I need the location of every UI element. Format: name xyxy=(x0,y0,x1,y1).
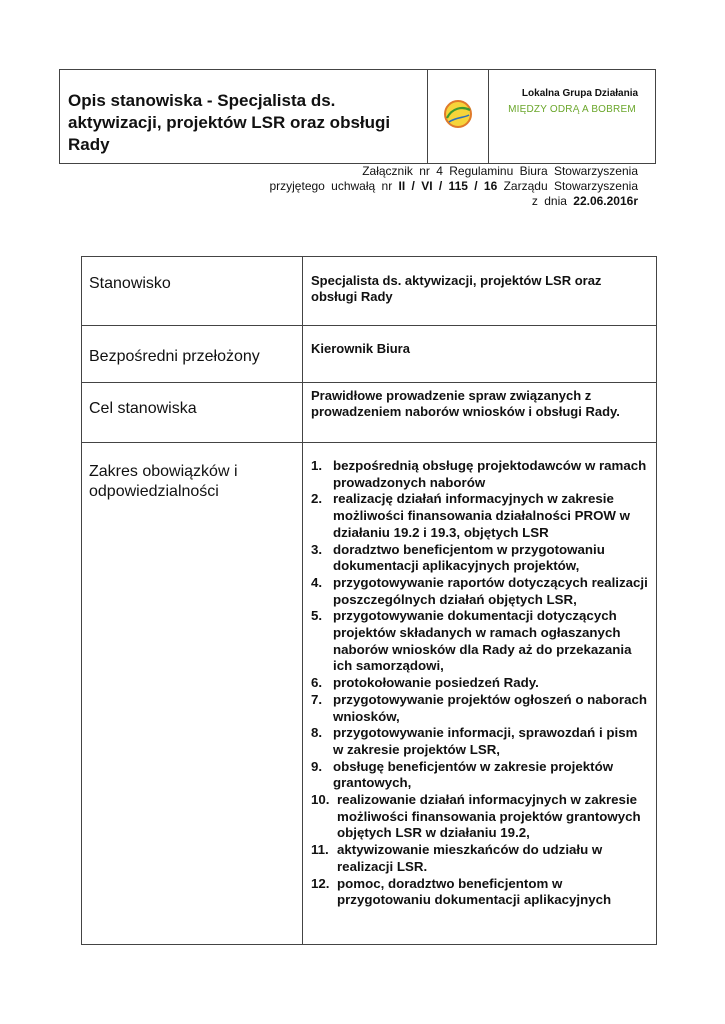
list-item-number: 12. xyxy=(311,875,330,891)
duties-cell xyxy=(303,443,657,945)
list-item-text: bezpośrednią obsługę projektodawców w ramach prowadzonych naborów xyxy=(333,458,647,490)
list-item xyxy=(311,842,648,875)
list-item-text: realizowanie działań informacyjnych w zakresie możliwości finansowania projektów grantowych objętych LSR w działaniu 19.2, xyxy=(337,792,641,841)
list-item xyxy=(311,458,648,491)
table-row xyxy=(82,326,657,383)
annex-line2-c: Zarządu Stowarzyszenia xyxy=(497,179,638,193)
annex-line1: Załącznik nr 4 Regulaminu Biura Stowarzyszenia xyxy=(362,164,638,178)
document-title: Opis stanowiska - Specjalista ds. aktywizacji, projektów LSR oraz obsługi Rady xyxy=(60,70,428,163)
list-item xyxy=(311,792,648,842)
org-name-line2: MIĘDZY ODRĄ A BOBREM xyxy=(508,104,636,115)
resolution-date: 22.06.2016r xyxy=(573,194,638,208)
list-item-number: 5. xyxy=(311,608,323,624)
table-row xyxy=(82,383,657,443)
annex-line2-a: przyjętego uchwałą nr xyxy=(269,179,399,193)
list-item-text: doradztwo beneficjentom w przygotowaniu dokumentacji aplikacyjnych projektów, xyxy=(333,541,605,574)
annex-line3 xyxy=(200,194,638,209)
list-item xyxy=(311,692,648,725)
annex-note xyxy=(200,164,638,209)
lgd-logo xyxy=(428,70,489,163)
list-item-text: aktywizowanie mieszkańców do udziału w realizacji LSR. xyxy=(337,842,603,874)
list-item-number: 3. xyxy=(311,541,323,557)
list-item-number: 4. xyxy=(311,574,323,590)
row-label-position: Stanowisko xyxy=(82,257,303,326)
list-item-number: 10. xyxy=(311,792,330,808)
annex-line2 xyxy=(200,179,638,194)
row-label-goal: Cel stanowiska xyxy=(82,383,303,443)
organization-name xyxy=(489,70,655,163)
row-label-supervisor: Bezpośredni przełożony xyxy=(82,326,303,383)
lgd-logo-icon xyxy=(428,84,488,144)
resolution-number: II / VI / 115 / 16 xyxy=(398,179,498,193)
annex-line3-a: z dnia xyxy=(531,194,574,208)
list-item-text: realizację działań informacyjnych w zakresie możliwości finansowania działalności PROW w działaniu 19.2 i 19.3, objętych LSR xyxy=(333,491,631,540)
list-item-text: przygotowywanie informacji, sprawozdań i pism w zakresie projektów LSR, xyxy=(333,725,638,757)
document-header xyxy=(59,69,656,164)
list-item-text: przygotowywanie raportów dotyczących realizacji poszczególnych działań objętych LSR, xyxy=(333,574,648,607)
list-item-text: obsługę beneficjentów w zakresie projektów grantowych, xyxy=(333,758,614,791)
row-label-duties: Zakres obowiązków i odpowiedzialności xyxy=(82,443,303,945)
list-item-number: 1. xyxy=(311,458,323,473)
list-item-number: 9. xyxy=(311,758,323,774)
list-item xyxy=(311,725,648,758)
list-item xyxy=(311,759,648,792)
table-row xyxy=(82,443,657,945)
list-item-text: przygotowywanie dokumentacji dotyczących projektów składanych w ramach ogłaszanych naborów wniosków dla Rady aż do przekazania ich samorządowi, xyxy=(333,608,632,674)
table-row xyxy=(82,257,657,326)
list-item xyxy=(311,608,648,675)
list-item xyxy=(311,542,648,575)
list-item xyxy=(311,491,648,541)
list-item-text: protokołowanie posiedzeń Rady. xyxy=(333,675,539,691)
org-name-line1: Lokalna Grupa Działania xyxy=(521,88,639,99)
list-item-number: 8. xyxy=(311,725,323,741)
list-item-number: 6. xyxy=(311,675,323,691)
row-value-position: Specjalista ds. aktywizacji, projektów LSR oraz obsługi Rady xyxy=(303,257,657,326)
row-value-goal: Prawidłowe prowadzenie spraw związanych z prowadzeniem naborów wniosków i obsługi Rady. xyxy=(303,383,657,443)
list-item xyxy=(311,575,648,608)
list-item xyxy=(311,876,648,909)
list-item-number: 2. xyxy=(311,491,323,507)
duties-list xyxy=(311,458,648,909)
row-value-supervisor: Kierownik Biura xyxy=(303,326,657,383)
list-item-number: 7. xyxy=(311,691,323,707)
list-item-text: pomoc, doradztwo beneficjentom w przygotowaniu dokumentacji aplikacyjnych xyxy=(337,875,612,908)
list-item-number: 11. xyxy=(311,842,329,858)
position-table xyxy=(81,256,657,945)
list-item xyxy=(311,675,648,692)
list-item-text: przygotowywanie projektów ogłoszeń o naborach wniosków, xyxy=(333,691,647,724)
